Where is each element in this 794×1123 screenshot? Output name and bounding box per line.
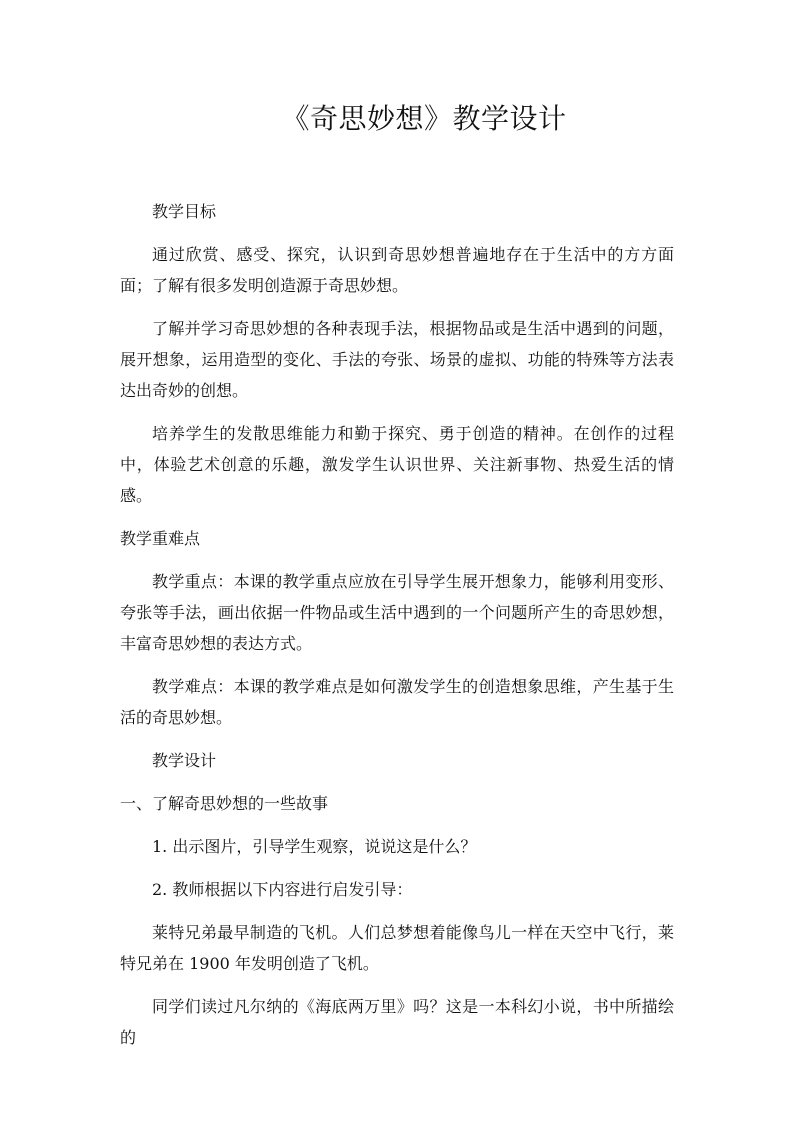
document-title: 《奇思妙想》教学设计 [281, 102, 567, 135]
objective-paragraph-2: 了解并学习奇思妙想的各种表现手法，根据物品或是生活中遇到的问题，展开想象，运用造型的变化、手法的夸张、场景的虚拟、功能的特殊等方法表达出奇妙的创想。 [120, 319, 674, 400]
section-heading-objectives: 教学目标 [152, 202, 217, 221]
step-2-paragraph: 2. 教师根据以下内容进行启发引导： [152, 880, 413, 899]
difficulty-paragraph: 教学难点：本课的教学难点是如何激发学生的创造想象思维，产生基于生活的奇思妙想。 [120, 677, 674, 727]
section-heading-key-points: 教学重难点 [120, 529, 201, 548]
wright-brothers-paragraph: 莱特兄弟最早制造的飞机。人们总梦想着能像鸟儿一样在天空中飞行，莱特兄弟在 1900 年发明创造了飞机。 [120, 923, 674, 973]
step-1-paragraph: 1. 出示图片，引导学生观察，说说这是什么？ [152, 837, 477, 856]
document-body [120, 196, 674, 1065]
objective-paragraph-1: 通过欣赏、感受、探究，认识到奇思妙想普遍地存在于生活中的方方面面；了解有很多发明创造源于奇思妙想。 [120, 245, 674, 295]
jules-verne-paragraph: 同学们读过凡尔纳的《海底两万里》吗？这是一本科幻小说，书中所描绘的 [120, 997, 674, 1047]
section-heading-design: 教学设计 [152, 751, 217, 770]
key-point-paragraph: 教学重点：本课的教学重点应放在引导学生展开想象力，能够利用变形、夸张等手法，画出依据一件物品或生活中遇到的一个问题所产生的奇思妙想，丰富奇思妙想的表达方式。 [120, 572, 674, 653]
subsection-heading-stories: 一、了解奇思妙想的一些故事 [120, 794, 329, 813]
objective-paragraph-3: 培养学生的发散思维能力和勤于探究、勇于创造的精神。在创作的过程中，体验艺术创意的乐趣，激发学生认识世界、关注新事物、热爱生活的情感。 [120, 424, 674, 505]
